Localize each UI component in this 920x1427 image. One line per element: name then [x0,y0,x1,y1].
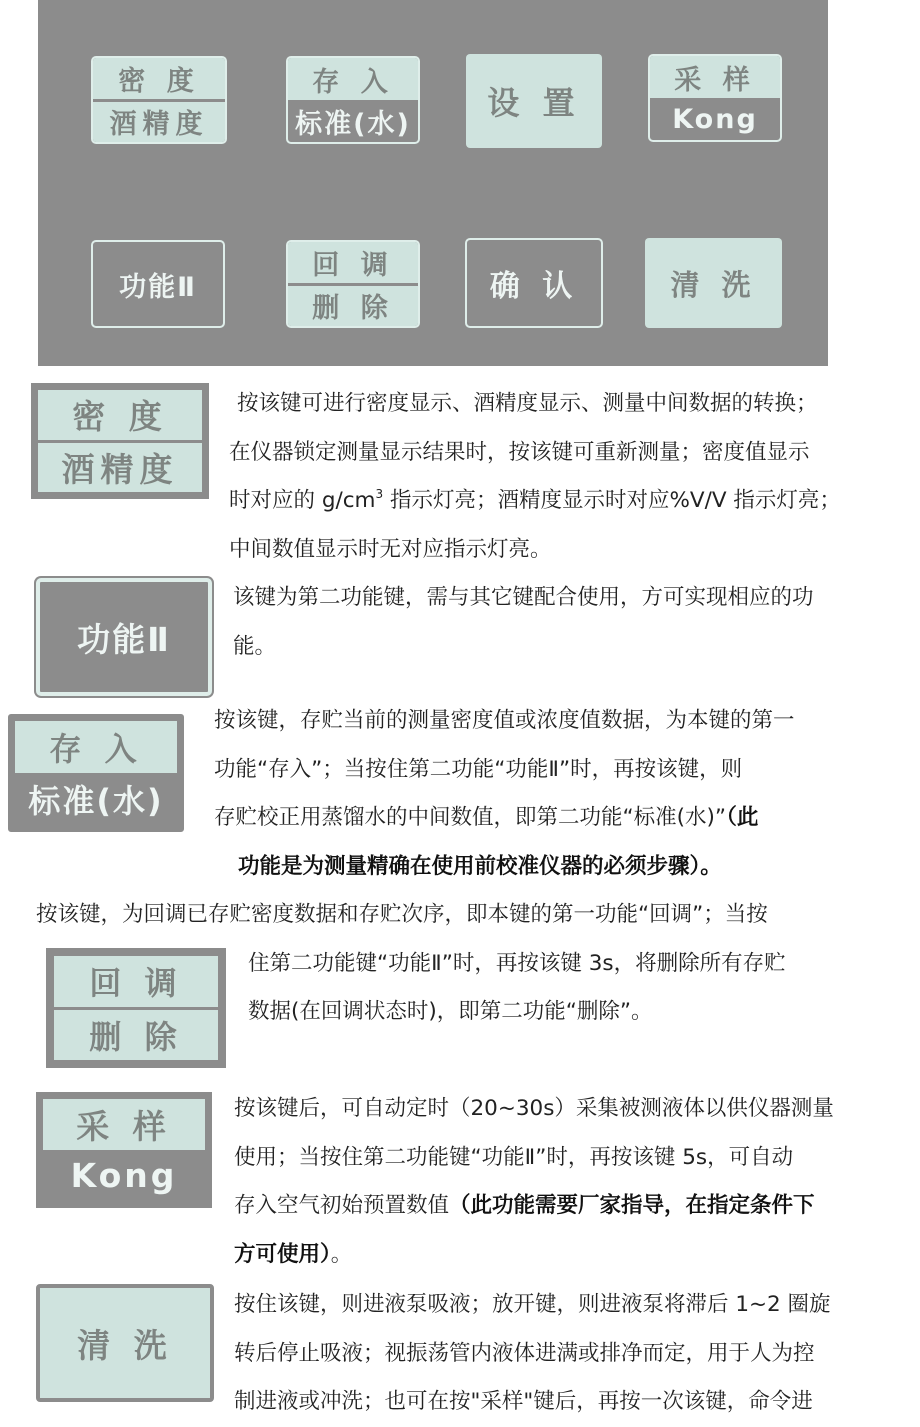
key-top-label: 存 入 [288,58,418,100]
key-bottom-label: 酒精度 [93,99,225,143]
sample-kong-key-icon [36,1092,212,1208]
sample-kong-key[interactable] [648,54,782,142]
key-label: 确 认 [489,269,579,304]
key-label: 清 洗 [670,267,757,302]
store-standard-key-icon [8,714,184,832]
wash-key-description: 按住该键，则进液泵吸液；放开键，则进液泵将滞后 1~2 圈旋 转后停止吸液；视振荡管内液体进满或排净而定，用于人为控 制进液或冲洗；也可在按"采样"键后，再按一次该键，命令进 [234,1292,831,1414]
settings-key[interactable] [466,54,602,148]
density-alcohol-key[interactable] [91,56,227,144]
key-top-label: 密 度 [38,390,202,440]
key-bottom-label: Kong [70,1156,178,1195]
key-bottom-label: 删 除 [288,283,418,327]
instrument-panel [38,0,828,366]
function2-key[interactable] [91,240,225,328]
key-top-label: 回 调 [54,956,218,1007]
store-key-description: 按该键，存贮当前的测量密度值或浓度值数据，为本键的第一 功能“存入”；当按住第二功能“功能Ⅱ”时，再按该键，则 存贮校正用蒸馏水的中间数值，即第二功能“标准(水)”（此 功能是为测量精确在使用前校准仪器的必须步骤）。 [214,708,795,879]
function2-key-icon [36,578,212,696]
key-top-label: 采 样 [43,1099,205,1150]
sample-key-description: 按该键后，可自动定时（20~30s）采集被测液体以供仪器测量 使用；当按住第二功能键“功能Ⅱ”时，再按该键 5s，可自动 存入空气初始预置数值（此功能需要厂家指导，在指定条件下 方可使用）。 [234,1096,834,1267]
key-top-label: 回 调 [288,242,418,283]
key-label: 功能Ⅱ [77,619,171,659]
density-alcohol-key-icon [31,383,209,499]
key-bottom-label: 删 除 [54,1007,218,1061]
density-key-description: 按该键可进行密度显示、酒精度显示、测量中间数据的转换； 在仪器锁定测量显示结果时，按该键可重新测量；密度值显示 时对应的 $g/cm^3$ 指示灯亮；酒精度显示时对应%V/V 指示灯亮； 中间数值显示时无对应指示灯亮。 [229,391,841,562]
key-top-label: 存 入 [15,721,177,773]
recall-delete-key[interactable] [286,240,420,328]
store-standard-key[interactable] [286,56,420,144]
wash-key-icon [36,1284,214,1402]
key-label: 设 置 [487,84,581,122]
key-label: 功能Ⅱ [119,271,197,303]
function2-key-description: 该键为第二功能键，需与其它键配合使用，方可实现相应的功 能。 [233,585,814,659]
wash-key[interactable] [645,238,782,328]
key-bottom-label: 标准(水) [28,782,164,820]
key-top-label: 密 度 [93,58,225,99]
confirm-key[interactable] [465,238,603,328]
key-label: 清 洗 [77,1325,173,1365]
key-bottom-label: 酒精度 [38,440,202,493]
recall-key-description: 按该键，为回调已存贮密度数据和存贮次序，即本键的第一功能“回调”；当按 住第二功能键“功能Ⅱ”时，再按该键 3s，将删除所有存贮 数据(在回调状态时)，即第二功能“删除”。 [36,902,786,1024]
key-bottom-label: Kong [672,103,758,135]
key-bottom-label: 标准(水) [295,108,411,140]
key-top-label: 采 样 [650,56,780,98]
